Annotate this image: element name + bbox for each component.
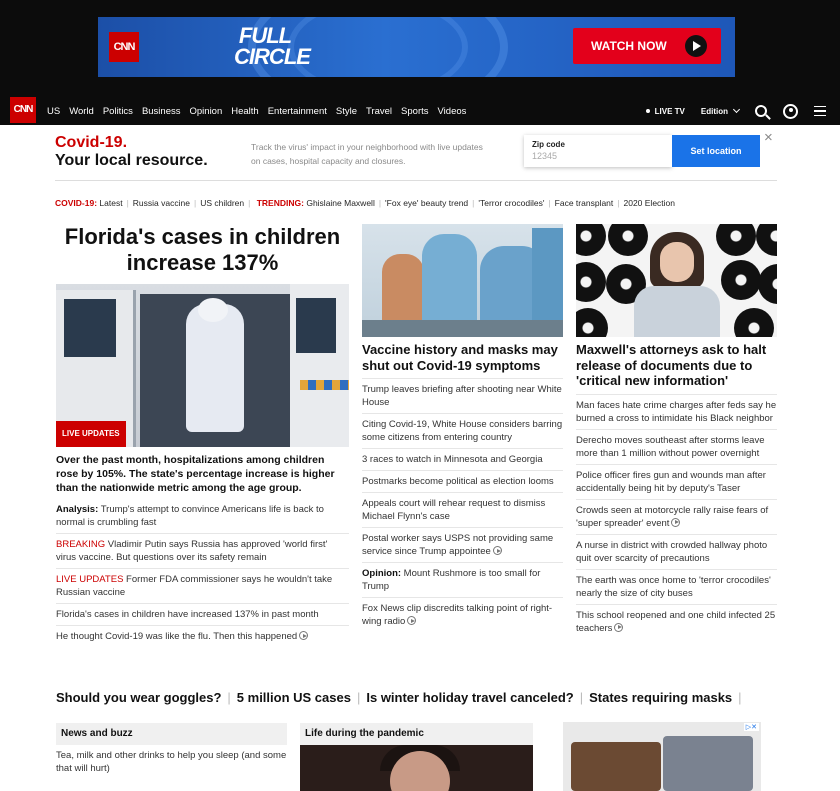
maxwell-story-image[interactable] bbox=[576, 224, 777, 337]
zone-title[interactable]: News and buzz bbox=[56, 723, 287, 745]
item-text: He thought Covid-19 was like the flu. Then this happened bbox=[56, 631, 298, 642]
record-pattern bbox=[576, 308, 608, 337]
list-item[interactable] bbox=[56, 604, 349, 626]
trending-link[interactable]: 2020 Election bbox=[623, 198, 675, 208]
ad-watch-now-label: WATCH NOW bbox=[591, 39, 667, 53]
record-pattern bbox=[721, 260, 761, 300]
covid-title-black: Your local resource. bbox=[55, 152, 208, 169]
ad-creative[interactable] bbox=[98, 17, 735, 77]
list-item[interactable] bbox=[576, 430, 777, 465]
portrait-jacket bbox=[634, 286, 720, 337]
main-nav bbox=[0, 97, 840, 125]
edition-menu[interactable] bbox=[701, 107, 739, 116]
video-play-icon bbox=[299, 631, 308, 640]
live-tv-link[interactable] bbox=[646, 107, 685, 116]
nav-link-sports[interactable]: Sports bbox=[401, 105, 429, 117]
nav-links bbox=[47, 97, 466, 125]
covid-local-resource-bar bbox=[55, 125, 777, 181]
van-window-right bbox=[296, 298, 336, 353]
topics-strip bbox=[56, 690, 778, 705]
record-pattern bbox=[576, 224, 606, 256]
ppe-worker-figure bbox=[186, 304, 244, 432]
list-item[interactable] bbox=[56, 569, 349, 604]
record-pattern bbox=[716, 224, 756, 256]
play-icon bbox=[685, 35, 707, 57]
trending-link[interactable]: Ghislaine Maxwell bbox=[306, 198, 375, 208]
nav-link-travel[interactable]: Travel bbox=[366, 105, 393, 117]
video-play-icon bbox=[671, 518, 680, 527]
video-play-icon bbox=[614, 623, 623, 632]
list-item[interactable] bbox=[576, 605, 777, 639]
live-dot-icon bbox=[646, 109, 650, 113]
separator: | bbox=[126, 198, 129, 208]
trending-link[interactable]: Face transplant bbox=[554, 198, 614, 208]
item-text: Derecho moves southeast after storms leave more than 1 million without power overnight bbox=[576, 434, 765, 459]
portrait-face bbox=[660, 242, 694, 282]
record-pattern bbox=[758, 264, 777, 304]
separator: | bbox=[227, 690, 231, 705]
item-text: Postmarks become political as election looms bbox=[362, 476, 554, 487]
ambulance-stripe bbox=[300, 380, 349, 390]
list-item[interactable] bbox=[576, 535, 777, 570]
separator: | bbox=[617, 198, 620, 208]
video-play-icon bbox=[407, 616, 416, 625]
item-text: Trump leaves briefing after shooting near White House bbox=[362, 384, 562, 408]
trending-link[interactable]: 'Terror crocodiles' bbox=[478, 198, 545, 208]
live-updates-tag: LIVE UPDATES bbox=[56, 421, 126, 447]
separator: | bbox=[356, 690, 361, 705]
lead-story-list bbox=[56, 499, 349, 647]
record-pattern bbox=[576, 262, 606, 302]
item-text: Florida's cases in children have increased 137% in past month bbox=[56, 609, 319, 620]
zone-title[interactable]: Life during the pandemic bbox=[300, 723, 533, 745]
separator: | bbox=[548, 198, 551, 208]
list-item[interactable] bbox=[362, 379, 563, 414]
nav-link-world[interactable]: World bbox=[69, 105, 94, 117]
separator: | bbox=[193, 198, 197, 208]
list-item[interactable] bbox=[56, 534, 349, 569]
item-text: Appeals court will rehear request to dismiss Michael Flynn's case bbox=[362, 498, 546, 522]
list-item[interactable] bbox=[56, 499, 349, 534]
item-prefix-red: LIVE UPDATES bbox=[56, 574, 124, 585]
middle-story-list bbox=[362, 378, 563, 632]
list-item[interactable] bbox=[362, 414, 563, 449]
item-text: Police officer fires gun and wounds man after accidentally being hit by deputy's Taser bbox=[576, 469, 766, 494]
nav-link-videos[interactable]: Videos bbox=[437, 105, 467, 117]
nav-link-entertainment[interactable]: Entertainment bbox=[267, 105, 327, 117]
right-headline[interactable]: Maxwell's attorneys ask to halt release of documents due to 'critical new information' bbox=[576, 342, 767, 388]
item-prefix: Opinion: bbox=[362, 568, 402, 579]
side-ad[interactable] bbox=[563, 722, 761, 791]
item-text: Trump's attempt to convince Americans life is back to normal is crumbling fast bbox=[56, 504, 324, 528]
ad-watch-now-button[interactable] bbox=[573, 28, 721, 64]
search-icon[interactable] bbox=[755, 105, 767, 117]
hamburger-menu-icon[interactable] bbox=[814, 106, 826, 116]
pandemic-story-image[interactable] bbox=[300, 745, 533, 791]
covid-label: COVID-19: bbox=[55, 198, 98, 208]
covid-title bbox=[55, 134, 208, 170]
video-play-icon bbox=[493, 546, 502, 555]
lead-summary[interactable]: Over the past month, hospitalizations among children rose by 105%. The state's percentage increase is higher than the nationwide metric among the age group. bbox=[56, 454, 335, 494]
set-location-button[interactable]: Set location bbox=[672, 135, 760, 167]
item-text: Fox News clip discredits talking point of right-wing radio bbox=[362, 603, 553, 627]
vaccine-story-image[interactable] bbox=[362, 224, 563, 337]
item-prefix: Analysis: bbox=[56, 504, 99, 515]
record-pattern bbox=[608, 224, 648, 256]
lead-column bbox=[56, 224, 349, 642]
list-item[interactable] bbox=[576, 570, 777, 605]
nav-link-politics[interactable]: Politics bbox=[102, 105, 133, 117]
topic-link[interactable]: Should you wear goggles? bbox=[56, 690, 222, 705]
list-item[interactable] bbox=[56, 626, 349, 647]
separator: | bbox=[472, 198, 475, 208]
trending-bar bbox=[55, 198, 777, 208]
user-account-icon[interactable] bbox=[783, 104, 798, 119]
ppe-worker-head bbox=[198, 298, 228, 322]
list-item[interactable] bbox=[56, 745, 287, 779]
ad-choices-icon[interactable]: ▷✕ bbox=[745, 724, 757, 731]
item-text: Mount Rushmore is too small for Trump bbox=[362, 568, 541, 592]
item-text: The earth was once home to 'terror crocodiles' nearly the size of city buses bbox=[576, 574, 771, 599]
item-text: Crowds seen at motorcycle rally raise fears of 'super spreader' event bbox=[576, 504, 769, 529]
item-text: Tea, milk and other drinks to help you sleep (and some that will hurt) bbox=[56, 750, 287, 774]
life-during-pandemic-zone bbox=[300, 723, 533, 791]
zip-code-input[interactable] bbox=[532, 151, 652, 161]
cnn-logo[interactable]: CNN bbox=[10, 97, 36, 123]
topic-link[interactable]: States requiring masks bbox=[589, 690, 733, 705]
ad-product-image bbox=[663, 736, 753, 791]
photo-floor bbox=[362, 320, 563, 337]
list-item[interactable] bbox=[576, 500, 777, 535]
nav-link-business[interactable]: Business bbox=[141, 105, 181, 117]
item-text: Vladimir Putin says Russia has approved 'world first' virus vaccine. But questions over its safety remain bbox=[56, 539, 328, 563]
ad-product-image bbox=[571, 742, 661, 791]
list-item[interactable] bbox=[576, 465, 777, 500]
right-column bbox=[576, 224, 777, 639]
covid-title-red: Covid-19. bbox=[55, 134, 128, 151]
ad-title-line1: FULL bbox=[238, 23, 292, 48]
lead-image[interactable] bbox=[56, 284, 349, 447]
zip-code-box bbox=[524, 135, 672, 167]
item-text: A nurse in district with crowded hallway photo quit over scarcity of precautions bbox=[576, 539, 768, 564]
nav-right bbox=[646, 97, 826, 125]
topic-link[interactable]: 5 million US cases bbox=[236, 690, 351, 705]
list-item[interactable] bbox=[362, 563, 563, 598]
zip-code-label: Zip code bbox=[532, 140, 565, 149]
separator: | bbox=[579, 690, 584, 705]
list-item[interactable] bbox=[362, 493, 563, 528]
trending-link[interactable]: 'Fox eye' beauty trend bbox=[385, 198, 469, 208]
middle-headline[interactable]: Vaccine history and masks may shut out Covid-19 symptoms bbox=[362, 342, 558, 373]
separator: | bbox=[738, 690, 742, 705]
middle-column bbox=[362, 224, 563, 632]
list-item[interactable] bbox=[362, 528, 563, 563]
item-text: 3 races to watch in Minnesota and Georgia bbox=[362, 454, 543, 465]
separator: | bbox=[248, 198, 251, 208]
nav-link-health[interactable]: Health bbox=[231, 105, 259, 117]
nav-link-us[interactable]: US bbox=[47, 105, 61, 117]
item-text: Former FDA commissioner says he wouldn't take Russian vaccine bbox=[56, 574, 333, 598]
covid-description: Track the virus' impact in your neighborhood with live updates on cases, hospital capacity and closures. bbox=[251, 142, 483, 166]
item-text: This school reopened and one child infected 25 teachers bbox=[576, 609, 776, 634]
trending-link[interactable]: Russia vaccine bbox=[132, 198, 190, 208]
separator: | bbox=[378, 198, 382, 208]
ad-cnn-logo: CNN bbox=[109, 32, 139, 62]
item-text: Postal worker says USPS not providing same service since Trump appointee bbox=[362, 533, 554, 557]
list-item[interactable] bbox=[576, 395, 777, 430]
chevron-down-icon bbox=[733, 105, 740, 112]
nav-link-opinion[interactable]: Opinion bbox=[189, 105, 223, 117]
ad-title bbox=[210, 25, 320, 67]
lead-headline[interactable]: Florida's cases in children increase 137% bbox=[64, 224, 341, 275]
item-text: Man faces hate crime charges after feds say he burned a cross to intimidate his Black neighbor bbox=[576, 399, 777, 424]
edition-label: Edition bbox=[700, 106, 728, 116]
topic-link[interactable]: Is winter holiday travel canceled? bbox=[366, 690, 574, 705]
trending-label: TRENDING: bbox=[256, 198, 304, 208]
trending-link[interactable]: US children bbox=[200, 198, 245, 208]
right-story-list bbox=[576, 394, 777, 639]
live-tv-label: LIVE TV bbox=[654, 106, 685, 116]
van-window-left bbox=[64, 299, 116, 357]
record-pattern bbox=[756, 224, 777, 256]
trending-link[interactable]: Latest bbox=[99, 198, 123, 208]
item-prefix-red: BREAKING bbox=[56, 539, 106, 550]
ad-title-line2: CIRCLE bbox=[234, 44, 310, 69]
list-item[interactable] bbox=[362, 598, 563, 632]
close-icon[interactable]: × bbox=[764, 129, 773, 146]
list-item[interactable] bbox=[362, 449, 563, 471]
record-pattern bbox=[734, 308, 774, 337]
item-text: Citing Covid-19, White House considers barring some citizens from entering country bbox=[362, 419, 563, 443]
news-and-buzz-zone bbox=[56, 723, 287, 779]
list-item[interactable] bbox=[362, 471, 563, 493]
nav-link-style[interactable]: Style bbox=[335, 105, 357, 117]
top-ad-banner bbox=[0, 0, 840, 97]
